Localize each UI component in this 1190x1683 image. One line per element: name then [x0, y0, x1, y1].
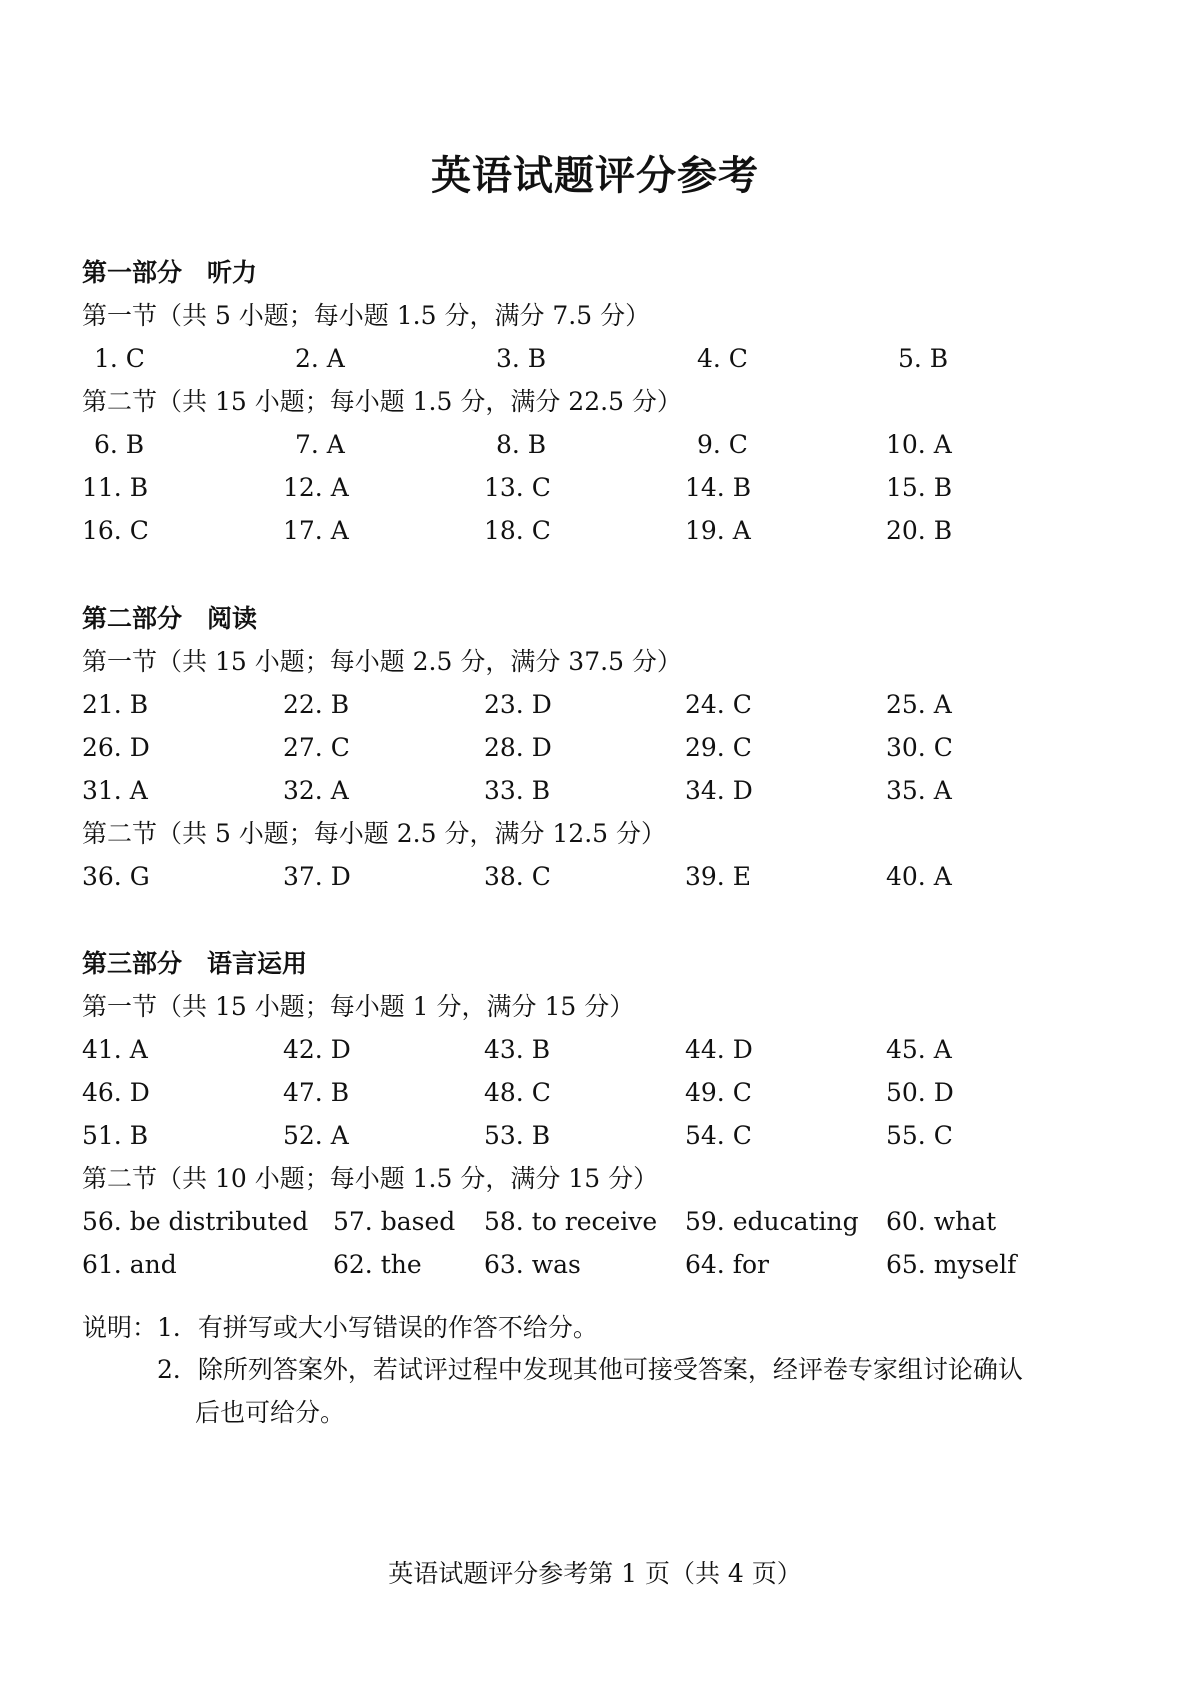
notes-label: 说明： — [82, 1313, 158, 1342]
answer-item: 44. D — [685, 1035, 753, 1064]
note-item-2-continued: 后也可给分。 — [195, 1398, 346, 1427]
answer-item: 22. B — [283, 690, 350, 719]
answer-item: 33. B — [484, 776, 551, 805]
answer-item: 8. B — [496, 430, 547, 459]
part-heading: 第三部分 语言运用 — [82, 949, 308, 978]
answer-item: 29. C — [685, 733, 752, 762]
answer-item: 13. C — [484, 473, 551, 502]
answer-item: 24. C — [685, 690, 752, 719]
page-footer: 英语试题评分参考第 1 页（共 4 页） — [388, 1559, 802, 1588]
answer-item: 48. C — [484, 1078, 551, 1107]
answer-item: 59. educating — [685, 1207, 859, 1236]
answer-item: 18. C — [484, 516, 551, 545]
answer-item: 58. to receive — [484, 1207, 658, 1236]
answer-item: 35. A — [886, 776, 952, 805]
section-heading: 第一节（共 5 小题；每小题 1.5 分，满分 7.5 分） — [82, 301, 651, 330]
answer-item: 56. be distributed — [82, 1207, 309, 1236]
answer-item: 21. B — [82, 690, 149, 719]
answer-item: 51. B — [82, 1121, 149, 1150]
answer-item: 63. was — [484, 1250, 581, 1279]
answer-item: 32. A — [283, 776, 349, 805]
answer-item: 19. A — [685, 516, 751, 545]
answer-item: 26. D — [82, 733, 150, 762]
answer-item: 6. B — [94, 430, 145, 459]
answer-item: 4. C — [697, 344, 748, 373]
answer-item: 53. B — [484, 1121, 551, 1150]
section-heading: 第二节（共 5 小题；每小题 2.5 分，满分 12.5 分） — [82, 819, 667, 848]
answer-item: 49. C — [685, 1078, 752, 1107]
answer-item: 36. G — [82, 862, 150, 891]
page-title: 英语试题评分参考 — [431, 152, 759, 199]
answer-item: 3. B — [496, 344, 547, 373]
answer-item: 1. C — [94, 344, 145, 373]
answer-item: 23. D — [484, 690, 552, 719]
answer-item: 11. B — [82, 473, 149, 502]
answer-item: 38. C — [484, 862, 551, 891]
answer-item: 50. D — [886, 1078, 954, 1107]
answer-item: 10. A — [886, 430, 952, 459]
answer-item: 31. A — [82, 776, 148, 805]
answer-item: 25. A — [886, 690, 952, 719]
answer-item: 7. A — [295, 430, 345, 459]
section-heading: 第一节（共 15 小题；每小题 2.5 分，满分 37.5 分） — [82, 647, 682, 676]
answer-item: 27. C — [283, 733, 350, 762]
answer-item: 39. E — [685, 862, 751, 891]
answer-item: 62. the — [333, 1250, 422, 1279]
section-heading: 第二节（共 10 小题；每小题 1.5 分，满分 15 分） — [82, 1164, 659, 1193]
section-heading: 第二节（共 15 小题；每小题 1.5 分，满分 22.5 分） — [82, 387, 682, 416]
answer-item: 28. D — [484, 733, 552, 762]
part-heading: 第二部分 阅读 — [82, 604, 258, 633]
answer-item: 5. B — [898, 344, 949, 373]
answer-item: 40. A — [886, 862, 952, 891]
answer-item: 42. D — [283, 1035, 351, 1064]
note-item-2: 2．除所列答案外，若试评过程中发现其他可接受答案，经评卷专家组讨论确认 — [157, 1355, 1023, 1384]
answer-item: 47. B — [283, 1078, 350, 1107]
answer-item: 43. B — [484, 1035, 551, 1064]
answer-item: 14. B — [685, 473, 752, 502]
answer-item: 34. D — [685, 776, 753, 805]
answer-item: 2. A — [295, 344, 345, 373]
answer-item: 54. C — [685, 1121, 752, 1150]
part-heading: 第一部分 听力 — [82, 258, 258, 287]
note-item-1: 1．有拼写或大小写错误的作答不给分。 — [157, 1313, 598, 1342]
answer-item: 37. D — [283, 862, 351, 891]
answer-item: 9. C — [697, 430, 748, 459]
answer-item: 61. and — [82, 1250, 177, 1279]
answer-item: 45. A — [886, 1035, 952, 1064]
answer-item: 65. myself — [886, 1250, 1017, 1279]
answer-item: 17. A — [283, 516, 349, 545]
answer-item: 15. B — [886, 473, 953, 502]
section-heading: 第一节（共 15 小题；每小题 1 分，满分 15 分） — [82, 992, 635, 1021]
answer-item: 55. C — [886, 1121, 953, 1150]
answer-item: 46. D — [82, 1078, 150, 1107]
answer-item: 60. what — [886, 1207, 997, 1236]
answer-item: 41. A — [82, 1035, 148, 1064]
answer-item: 16. C — [82, 516, 149, 545]
answer-item: 52. A — [283, 1121, 349, 1150]
answer-item: 57. based — [333, 1207, 456, 1236]
answer-item: 20. B — [886, 516, 953, 545]
answer-item: 64. for — [685, 1250, 769, 1279]
answer-item: 30. C — [886, 733, 953, 762]
answer-item: 12. A — [283, 473, 349, 502]
